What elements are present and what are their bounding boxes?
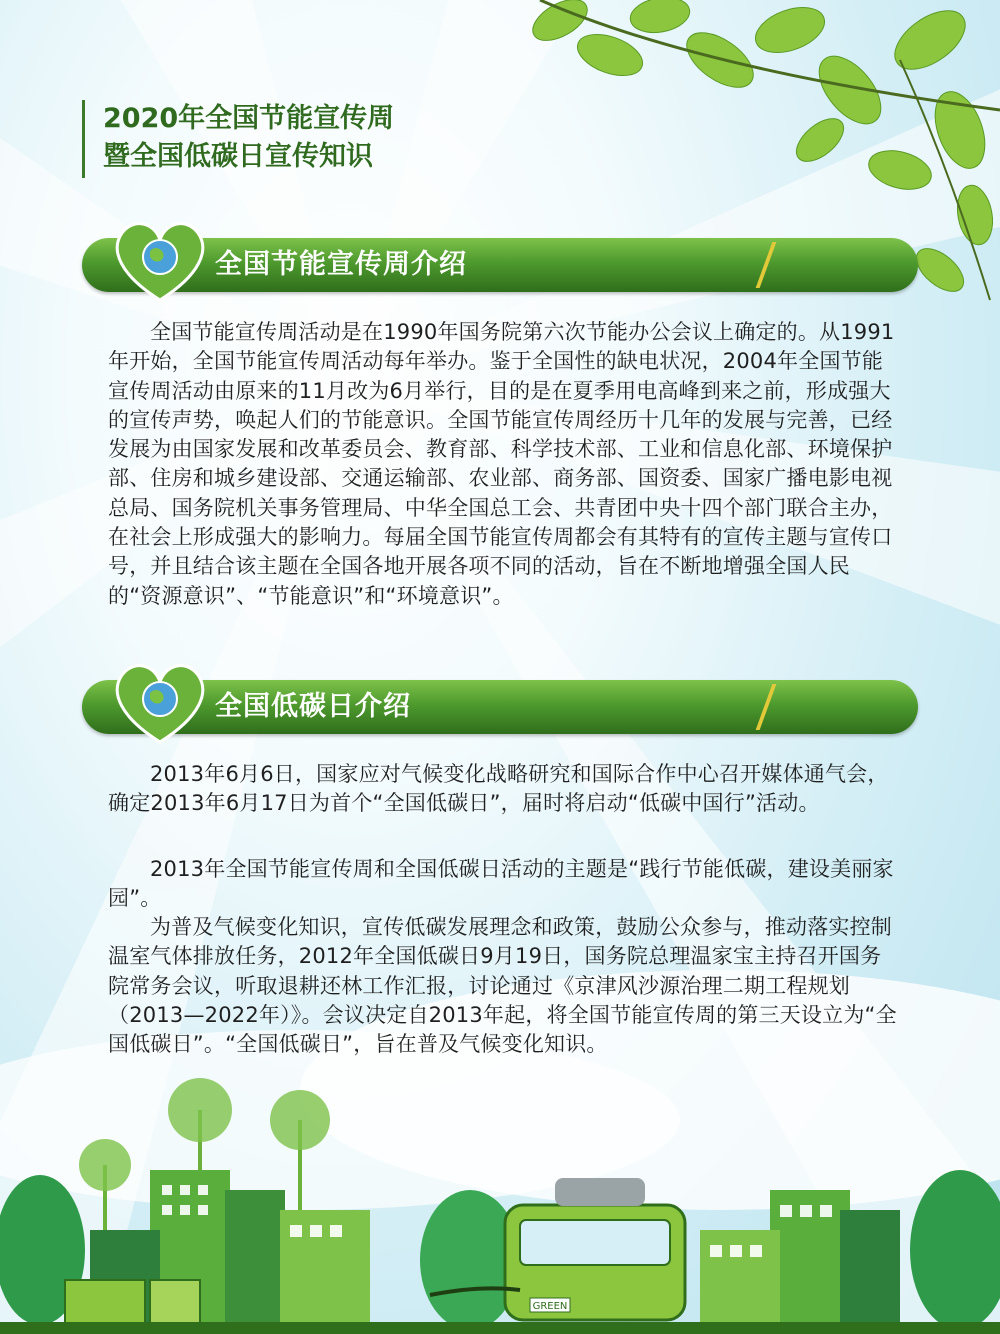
energy-week-paragraph: 全国节能宣传周活动是在1990年国务院第六次节能办公会议上确定的。从1991年开始，全国节能宣传周活动每年举办。鉴于全国性的缺电状况，2004年全国节能宣传周活动由原来的11月改为6月举行，目的是在夏季用电高峰到来之前，形成强大的宣传声势，唤起人们的节能意识。全国节能宣传周经历十几年的发展与完善，已经发展为由国家发展和改革委员会、教育部、科学技术部、工业和信息化部、环境保护部、住房和城乡建设部、交通运输部、农业部、商务部、国资委、国家广播电影电视总局、国务院机关事务管理局、中华全国总工会、共青团中央十四个部门联合主办，在社会上形成强大的影响力。每届全国节能宣传周都会有其特有的宣传主题与宣传口号，并且结合该主题在全国各地开展各项不同的活动，旨在不断地增强全国人民的“资源意识”、“节能意识”和“环境意识”。 [108,320,895,608]
section-heading: 全国节能宣传周介绍 [215,249,467,280]
low-carbon-paragraph-3: 为普及气候变化知识，宣传低碳发展理念和政策，鼓励公众参与，推动落实控制温室气体排放任务，2012年全国低碳日9月19日，国务院总理温家宝主持召开国务院常务会议，听取退耕还林工作汇报，讨论通过《京津风沙源治理二期工程规划（2013—2022年）》。会议决定自2013年起，将全国节能宣传周的第三天设立为“全国低碳日”。“全国低碳日”，旨在普及气候变化知识。 [108,915,897,1057]
poster-title [82,100,394,178]
banner-stripe [756,242,777,288]
heart-globe-icon [110,657,210,747]
green-city-illustration [0,1060,1000,1334]
plate-text: GREEN [532,1301,568,1312]
title-line-1: 2020年全国节能宣传周 [103,103,395,134]
title-line-2: 暨全国低碳日宣传知识 [103,141,373,172]
low-carbon-paragraph-1: 2013年6月6日，国家应对气候变化战略研究和国际合作中心召开媒体通气会，确定2013年6月17日为首个“全国低碳日”，届时将启动“低碳中国行”活动。 [108,762,889,816]
low-carbon-paragraph-2: 2013年全国节能宣传周和全国低碳日活动的主题是“践行节能低碳，建设美丽家园”。 [108,857,894,911]
section-heading: 全国低碳日介绍 [215,691,411,722]
heart-globe-icon [110,215,210,305]
banner-stripe [756,684,777,730]
